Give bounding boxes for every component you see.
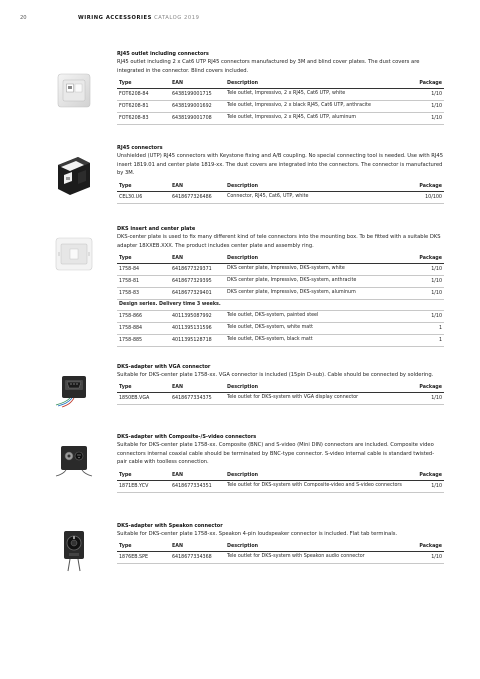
col-package: Package <box>404 182 444 191</box>
cell-description: DKS center plate, Impressivo, DKS-system, anthracite <box>227 275 404 287</box>
table-row <box>117 310 444 322</box>
cell-type: 1758-83 <box>117 287 172 299</box>
cell-type: FOT6208-81 <box>117 100 172 112</box>
rj45-connector-image <box>52 151 96 199</box>
cell-type: 1758-885 <box>117 334 172 346</box>
cell-type: 1758-866 <box>117 310 172 322</box>
product-table <box>117 384 444 406</box>
cell-description: Tele outlet for DKS-system with VGA display connector <box>227 393 404 405</box>
section-title: DKS-adapter with Composite-/S-video connectors <box>117 434 257 440</box>
cell-type: 1758-81 <box>117 275 172 287</box>
cell-package: 1/10 <box>404 112 444 124</box>
section-description: Unshielded (UTP) RJ45 connectors with Keystone fixing and A/B coupling. No special connecting tool is needed. Use with RJ45 insert 1819.01 and center plate 1819-xx. The dust covers are integrated into the connectors. The connector is manufactured by 3M. <box>117 153 444 177</box>
section-title: DKS-adapter with Speakon connector <box>117 523 223 529</box>
cell-ean: 6438199001692 <box>172 100 227 112</box>
section-title: RJ45 connectors <box>117 145 163 151</box>
col-description: Description <box>227 182 404 191</box>
col-description: Description <box>227 543 404 552</box>
section-title: RJ45 outlet including connectors <box>117 51 209 57</box>
catalog-title-bold: WIRING ACCESSORIES <box>78 15 152 21</box>
cell-ean: 4011395131596 <box>172 322 227 334</box>
cell-type: CEL30.U6 <box>117 191 172 203</box>
cell-description: Tele outlet for DKS-system with Speakon audio connector <box>227 552 404 564</box>
catalog-title-light: CATALOG 2019 <box>154 15 200 21</box>
section-title: DKS-adapter with VGA connector <box>117 364 211 370</box>
table-row <box>117 112 444 124</box>
cell-ean: 6418677326486 <box>172 191 227 203</box>
cell-package: 1/10 <box>404 310 444 322</box>
cell-type: 1758-884 <box>117 322 172 334</box>
col-description: Description <box>227 384 404 393</box>
table-header-row <box>117 79 444 88</box>
col-package: Package <box>404 384 444 393</box>
col-package: Package <box>404 543 444 552</box>
table-header-row <box>117 254 444 263</box>
cell-package: 1/10 <box>404 480 444 492</box>
section-description: Suitable for DKS-center plate 1758-xx. Composite (BNC) and S-video (Mini DIN) connectors are included. Composite video connectors internal coaxial cable should be terminated by BNC-type connector. S-video internal cable is standard twisted-pair cable with toolless connection. <box>117 442 435 466</box>
cell-package: 10/100 <box>404 191 444 203</box>
table-row <box>117 480 444 492</box>
col-type: Type <box>117 182 172 191</box>
table-header-row <box>117 384 444 393</box>
composite-svideo-adapter-image <box>52 442 96 478</box>
cell-package: 1/10 <box>404 552 444 564</box>
cell-description: Tele outlet, DKS-system, black matt <box>227 334 404 346</box>
table-header-row <box>117 543 444 552</box>
cell-ean: 6418677329371 <box>172 263 227 275</box>
cell-description: Connector, RJ45, Cat6, UTP, white <box>227 191 404 203</box>
product-table <box>117 182 444 204</box>
cell-package: 1/10 <box>404 88 444 100</box>
product-table <box>117 79 444 125</box>
cell-description: Tele outlet, Impressivo, 2 x black RJ45, Cat6 UTP, anthracite <box>227 100 404 112</box>
col-type: Type <box>117 254 172 263</box>
cell-package: 1 <box>404 322 444 334</box>
col-type: Type <box>117 79 172 88</box>
speakon-adapter-image <box>52 527 96 575</box>
col-type: Type <box>117 471 172 480</box>
cell-package: 1/10 <box>404 263 444 275</box>
col-package: Package <box>404 254 444 263</box>
cell-description: Tele outlet, DKS-system, painted steel <box>227 310 404 322</box>
col-description: Description <box>227 254 404 263</box>
product-table <box>117 471 444 493</box>
col-description: Description <box>227 471 404 480</box>
cell-ean: 6418677329395 <box>172 275 227 287</box>
cell-ean: 4011395087992 <box>172 310 227 322</box>
col-package: Package <box>404 79 444 88</box>
table-row <box>117 191 444 203</box>
cell-description: Tele outlet, Impressivo, 2 x RJ45, Cat6 UTP, aluminum <box>227 112 404 124</box>
table-row <box>117 287 444 299</box>
cell-ean: 6418677334351 <box>172 480 227 492</box>
col-ean: EAN <box>172 471 227 480</box>
cell-type: FOT6208-83 <box>117 112 172 124</box>
product-table <box>117 543 444 565</box>
cell-type: FOT6208-84 <box>117 88 172 100</box>
table-row <box>117 263 444 275</box>
cell-description: Tele outlet for DKS-system with Composite-video and S-video connectors <box>227 480 404 492</box>
col-ean: EAN <box>172 182 227 191</box>
col-type: Type <box>117 543 172 552</box>
col-ean: EAN <box>172 384 227 393</box>
cell-type: 1850EB.VGA <box>117 393 172 405</box>
vga-adapter-image <box>52 372 96 408</box>
cell-package: 1/10 <box>404 393 444 405</box>
cell-package: 1/10 <box>404 275 444 287</box>
page-number: 20 <box>20 15 27 21</box>
table-row <box>117 100 444 112</box>
design-series-note: Design series. Delivery time 3 weeks. <box>117 299 444 310</box>
section-description: Suitable for DKS-center plate 1758-xx. VGA connector is included (15pin D-sub). Cable should be connected by soldering. <box>117 372 434 378</box>
product-table <box>117 254 444 347</box>
cell-description: Tele outlet, DKS-system, white matt <box>227 322 404 334</box>
col-ean: EAN <box>172 543 227 552</box>
col-description: Description <box>227 79 404 88</box>
table-row <box>117 393 444 405</box>
cell-package: 1/10 <box>404 100 444 112</box>
catalog-title <box>78 15 199 21</box>
table-row <box>117 88 444 100</box>
cell-description: Tele outlet, Impressivo, 2 x RJ45, Cat6 UTP, white <box>227 88 404 100</box>
cell-ean: 6438199001715 <box>172 88 227 100</box>
col-type: Type <box>117 384 172 393</box>
section-description: Suitable for DKS-center plate 1758-xx. Speakon 4-pin loudspeaker connector is included. Flat tab terminals. <box>117 531 398 537</box>
cell-ean: 6438199001708 <box>172 112 227 124</box>
table-row <box>117 322 444 334</box>
cell-description: DKS center plate, Impressivo, DKS-system, white <box>227 263 404 275</box>
rj45-outlet-image <box>52 71 96 111</box>
cell-description: DKS center plate, Impressivo, DKS-system, aluminum <box>227 287 404 299</box>
table-header-row <box>117 182 444 191</box>
cell-package: 1 <box>404 334 444 346</box>
col-ean: EAN <box>172 254 227 263</box>
cell-type: 1871EB.YCV <box>117 480 172 492</box>
section-title: DKS insert and center plate <box>117 226 196 232</box>
cell-package: 1/10 <box>404 287 444 299</box>
table-row <box>117 275 444 287</box>
cell-type: 1758-84 <box>117 263 172 275</box>
table-subheading-row <box>117 299 444 310</box>
section-description: DKS-center plate is used to fix many different kind of tele connectors into the mounting box. To be fitted with a suitable DKS adapter 18XXEB.XXX. The product includes center plate and assembly ring. <box>117 234 441 249</box>
dks-center-plate-image <box>52 234 96 274</box>
section-description: RJ45 outlet including 2 x Cat6 UTP RJ45 connectors manufactured by 3M and blind cover plates. The dust covers are integrated in the connector. Blind covers included. <box>117 59 420 74</box>
table-row <box>117 334 444 346</box>
col-package: Package <box>404 471 444 480</box>
cell-ean: 4011395128718 <box>172 334 227 346</box>
cell-ean: 6418677334368 <box>172 552 227 564</box>
page-header <box>20 15 460 25</box>
cell-type: 1876EB.SPE <box>117 552 172 564</box>
table-header-row <box>117 471 444 480</box>
col-ean: EAN <box>172 79 227 88</box>
cell-ean: 6418677329401 <box>172 287 227 299</box>
cell-ean: 6418677334375 <box>172 393 227 405</box>
table-row <box>117 552 444 564</box>
